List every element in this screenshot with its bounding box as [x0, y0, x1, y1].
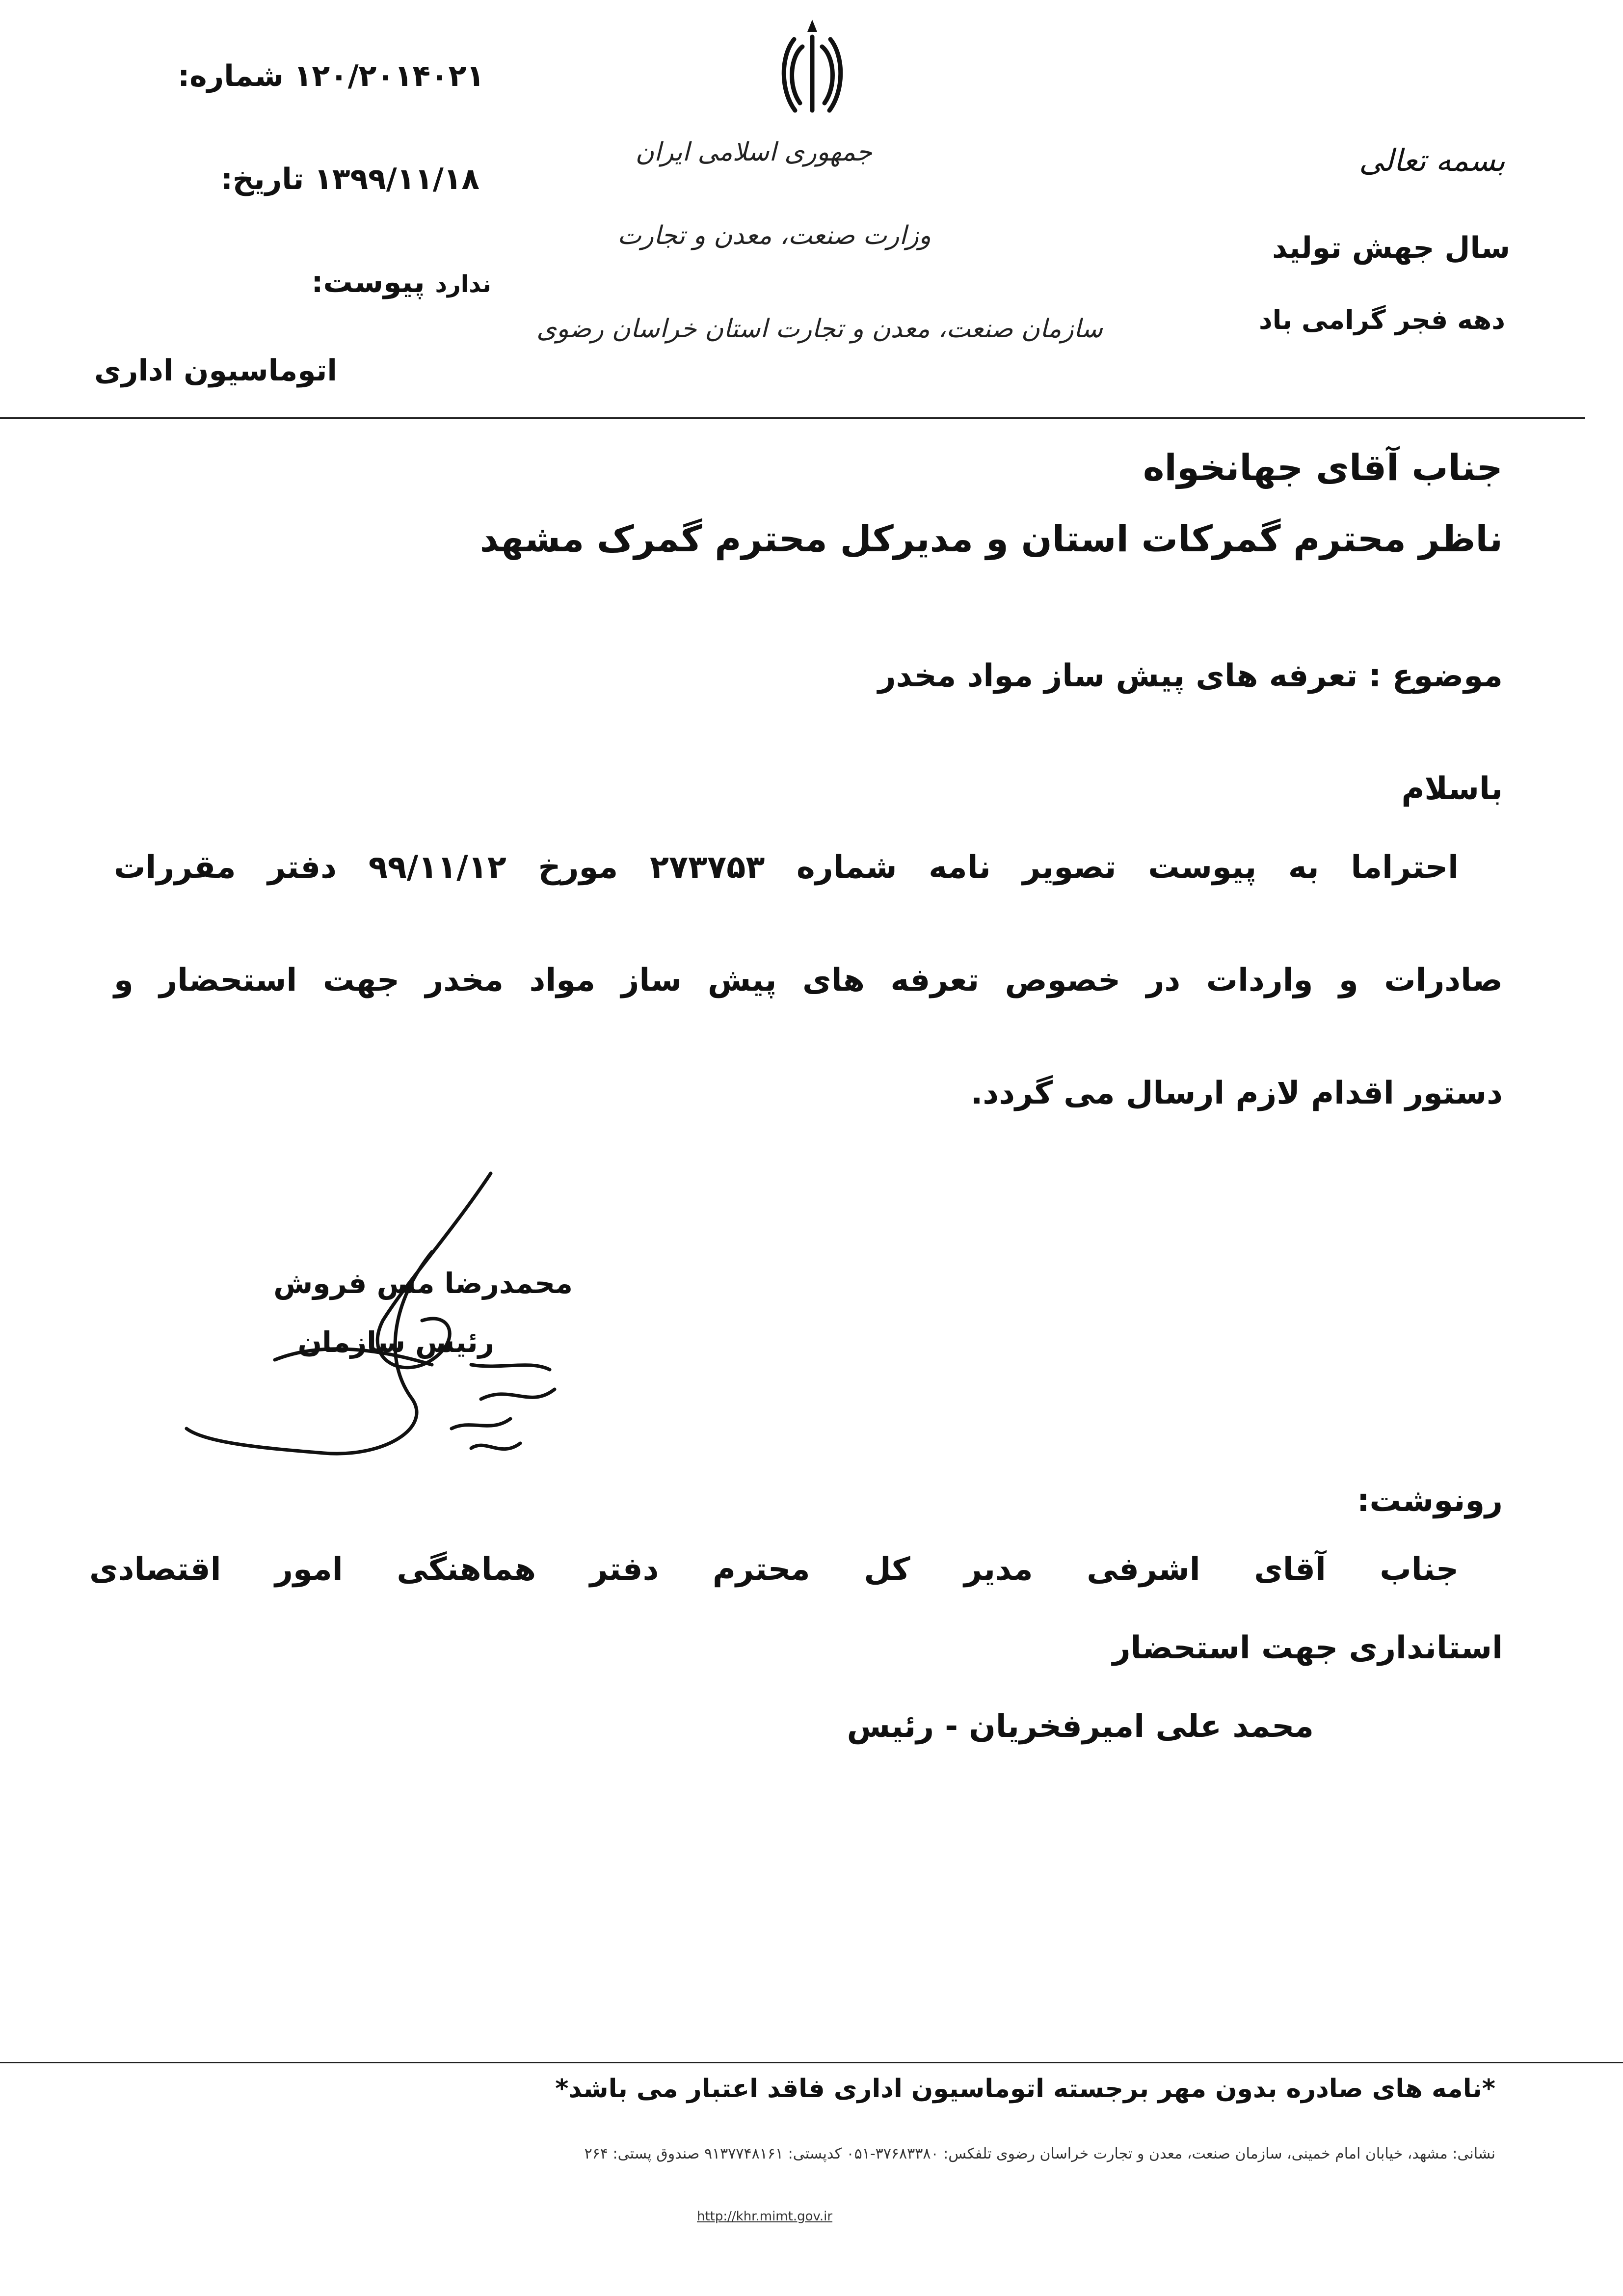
- letter-number: [178, 59, 499, 93]
- header-divider: [0, 417, 1585, 419]
- footer-website-link[interactable]: http://khr.mimt.gov.ir: [697, 2209, 833, 2224]
- body-line-3: دستور اقدام لازم ارسال می گردد.: [970, 1075, 1503, 1111]
- letter-attachment: [311, 265, 494, 299]
- body-line-1: احتراما به پیوست تصویر نامه شماره ۲۷۳۷۵۳ مورخ ۹۹/۱۱/۱۲ دفتر مقررات: [114, 849, 1459, 886]
- cc-line-1: جناب آقای اشرفی مدیر کل محترم دفتر هماهنگی امور اقتصادی: [89, 1551, 1459, 1588]
- letter-date-value: ۱۳۹۹/۱۱/۱۸: [314, 162, 479, 196]
- republic-title: جمهوری اسلامی ایران: [635, 137, 872, 167]
- letter-attachment-label: پیوست:: [311, 265, 425, 299]
- automation-system-label: اتوماسیون اداری: [94, 353, 337, 388]
- signatory-name: محمدرضا مس فروش: [273, 1267, 573, 1300]
- body-line-2: صادرات و واردات در خصوص تعرفه های پیش ساز مواد مخدر جهت استحضار و: [114, 962, 1503, 999]
- letter-attachment-value: ندارد: [435, 270, 491, 298]
- footer-validity-note: *نامه های صادره بدون مهر برجسته اتوماسیون اداری فاقد اعتبار می باشد*: [555, 2074, 1495, 2104]
- signatory-title: رئیس سازمان: [297, 1325, 494, 1359]
- footer-divider: [0, 2062, 1623, 2063]
- ministry-title: وزارت صنعت، معدن و تجارت: [617, 221, 931, 250]
- cc-line-3: محمد علی امیرفخریان - رئیس: [847, 1708, 1314, 1745]
- organization-title: سازمان صنعت، معدن و تجارت استان خراسان رضوی: [536, 314, 1103, 344]
- letter-number-label: شماره:: [178, 59, 284, 93]
- invocation-text: بسمه تعالی: [1359, 142, 1505, 178]
- iran-emblem-icon: [780, 17, 844, 115]
- footer-contact-info: نشانی: مشهد، خیابان امام خمینی، سازمان صنعت، معدن و تجارت خراسان رضوی تلفکس: ۳۷۶۸۳۳۸۰-۰۵۱ کدپستی: ۹۱۳۷۷۴۸۱۶۱ صندوق پستی: ۲۶۴: [584, 2145, 1495, 2162]
- year-slogan: سال جهش تولید: [1272, 231, 1510, 265]
- addressee-name: جناب آقای جهانخواه: [1143, 447, 1503, 489]
- greeting: باسلام: [1401, 771, 1503, 807]
- letter-date: [221, 162, 494, 196]
- fajr-slogan: دهه فجر گرامی باد: [1258, 304, 1505, 335]
- letter-number-value: ۱۲۰/۲۰۱۴۰۲۱: [293, 59, 484, 93]
- subject-line: موضوع : تعرفه های پیش ساز مواد مخدر: [878, 658, 1503, 694]
- cc-label: رونوشت:: [1357, 1483, 1503, 1519]
- letter-date-label: تاریخ:: [220, 162, 304, 196]
- addressee-title: ناظر محترم گمرکات استان و مدیرکل محترم گمرک مشهد: [479, 518, 1503, 560]
- cc-line-2: استانداری جهت استحضار: [1112, 1630, 1503, 1666]
